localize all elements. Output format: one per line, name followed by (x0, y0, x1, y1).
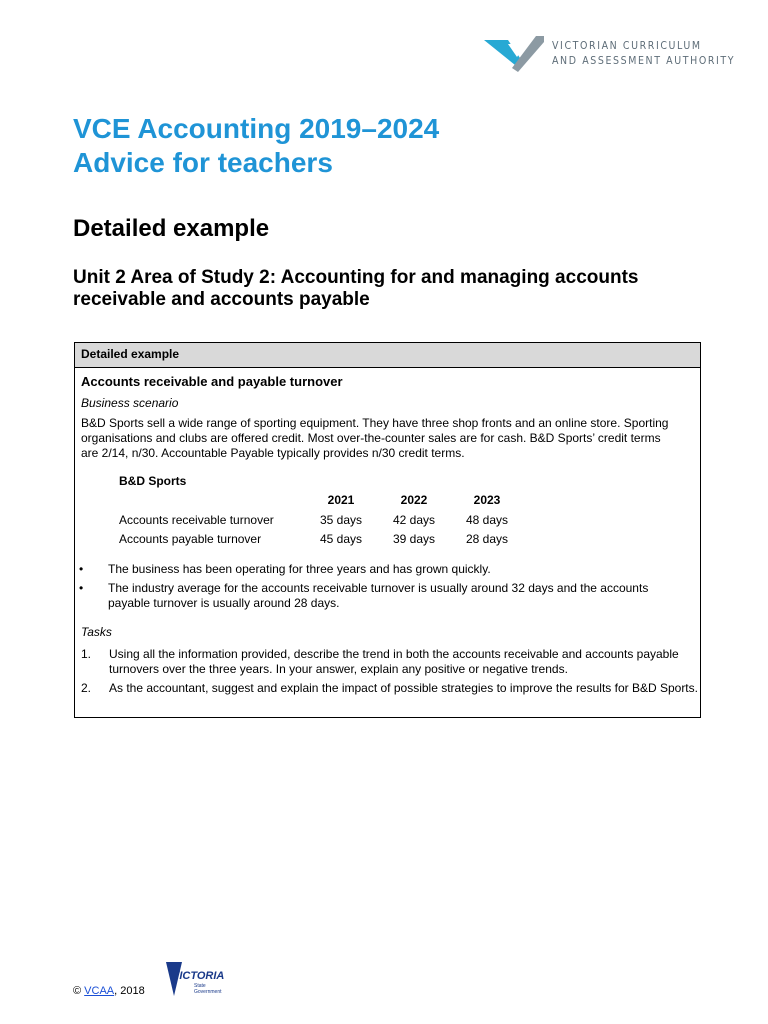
detailed-example-box (74, 342, 701, 718)
table-cell: 35 days (319, 513, 363, 527)
bullet-icon: • (79, 562, 84, 576)
page-title-line-2: Advice for teachers (73, 147, 333, 178)
task-text: As the accountant, suggest and explain the impact of possible strategies to improve the results for B&D Sports. (109, 681, 698, 695)
vic-logo-sub2: Government (194, 989, 222, 995)
table-cell: 39 days (392, 532, 436, 546)
box-header: Detailed example (75, 343, 700, 368)
table-cell: 48 days (465, 513, 509, 527)
row-label: Accounts payable turnover (119, 532, 262, 546)
table-cell: 45 days (319, 532, 363, 546)
org-line-1: VICTORIAN CURRICULUM (552, 40, 702, 52)
table-cell: 28 days (465, 532, 509, 546)
task-number: 2. (81, 681, 92, 695)
task-text: Using all the information provided, describe the trend in both the accounts receivable and accounts payable turnovers over the three years. In your answer, explain any positive or negative trends. (109, 647, 679, 676)
copyright-symbol: © (73, 985, 82, 997)
table-row (75, 532, 695, 547)
section-heading: Detailed example (73, 215, 270, 242)
org-line-2: AND ASSESSMENT AUTHORITY (552, 55, 736, 67)
table-header-row (75, 493, 695, 508)
victoria-state-government-logo (164, 960, 236, 1003)
task-number: 1. (81, 647, 92, 661)
bullet-icon: • (79, 581, 84, 595)
table-cell: 42 days (392, 513, 436, 527)
year-header: 2021 (327, 493, 355, 507)
year-header: 2022 (400, 493, 428, 507)
row-label: Accounts receivable turnover (119, 513, 274, 527)
vic-logo-sub1: State (194, 983, 206, 989)
vcaa-wordmark (552, 39, 735, 69)
topic-heading: Accounts receivable and payable turnover (81, 374, 343, 389)
page-title (73, 112, 439, 180)
year-header: 2023 (473, 493, 501, 507)
page-title-line-1: VCE Accounting 2019–2024 (73, 113, 440, 144)
scenario-label: Business scenario (81, 396, 179, 410)
tasks-label: Tasks (81, 625, 112, 639)
scenario-text: B&D Sports sell a wide range of sporting equipment. They have three shop fronts and an online store. Sporting organisations and clubs are offered credit. Most over-the-counter sales are for cash. B&D Sports’ credit terms are 2/14, n/30. Accountable Payable typically provides n/30 credit terms. (81, 416, 669, 460)
footer-year: , 2018 (114, 985, 145, 997)
footer-copyright (73, 985, 145, 997)
vcaa-logo (484, 34, 735, 74)
bullet-item: The industry average for the accounts receivable turnover is usually around 32 days and the accounts payable turnover is usually around 28 days. (108, 581, 649, 610)
vcaa-link[interactable]: VCAA (84, 985, 115, 997)
vcaa-logo-icon (484, 34, 546, 74)
victoria-logo-icon (164, 960, 236, 998)
vic-logo-text: VICTORIA (172, 970, 225, 982)
table-title: B&D Sports (119, 474, 187, 488)
table-row (75, 513, 695, 528)
unit-subheading: Unit 2 Area of Study 2: Accounting for and managing accounts receivable and accounts payable (73, 267, 639, 310)
bullet-item: The business has been operating for three years and has grown quickly. (108, 562, 491, 576)
